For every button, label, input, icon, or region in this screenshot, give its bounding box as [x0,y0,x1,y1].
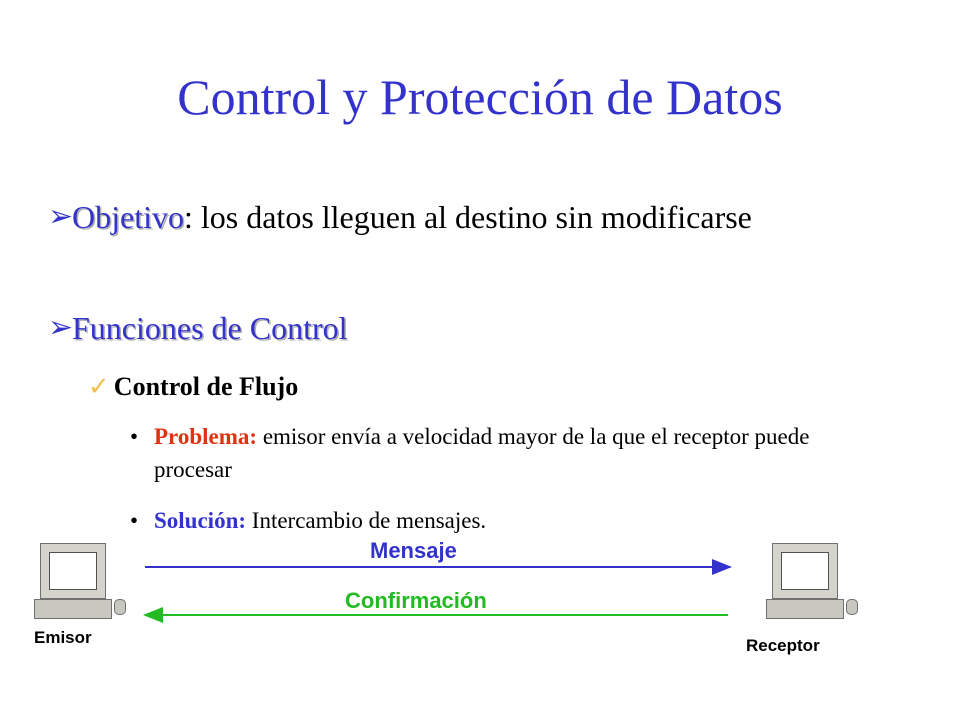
control-flujo-label: Control de Flujo [113,372,299,401]
problema-label: Problema: [154,424,258,449]
confirmacion-label: Confirmación [345,588,487,613]
solucion-label: Solución: [154,508,247,533]
arrow-bullet-icon: ➢ [48,200,74,233]
receptor-label: Receptor [746,636,820,655]
mensaje-label: Mensaje [370,538,457,563]
solucion-text: Intercambio de mensajes. [246,508,487,533]
dot-bullet-icon: • [130,424,139,449]
checkmark-icon: ✓ [88,372,110,401]
objetivo-label: Objetivo [72,199,184,235]
arrow-bullet-icon: ➢ [48,311,74,344]
dot-bullet-icon: • [130,508,139,533]
funciones-label: Funciones de Control [72,310,348,346]
emisor-label: Emisor [34,628,92,647]
problema-text: emisor envía a velocidad mayor de la que el receptor puede procesar [154,424,810,482]
page-title: Control y Protección de Datos [177,69,783,125]
objetivo-text: : los datos lleguen al destino sin modificarse [183,199,752,235]
